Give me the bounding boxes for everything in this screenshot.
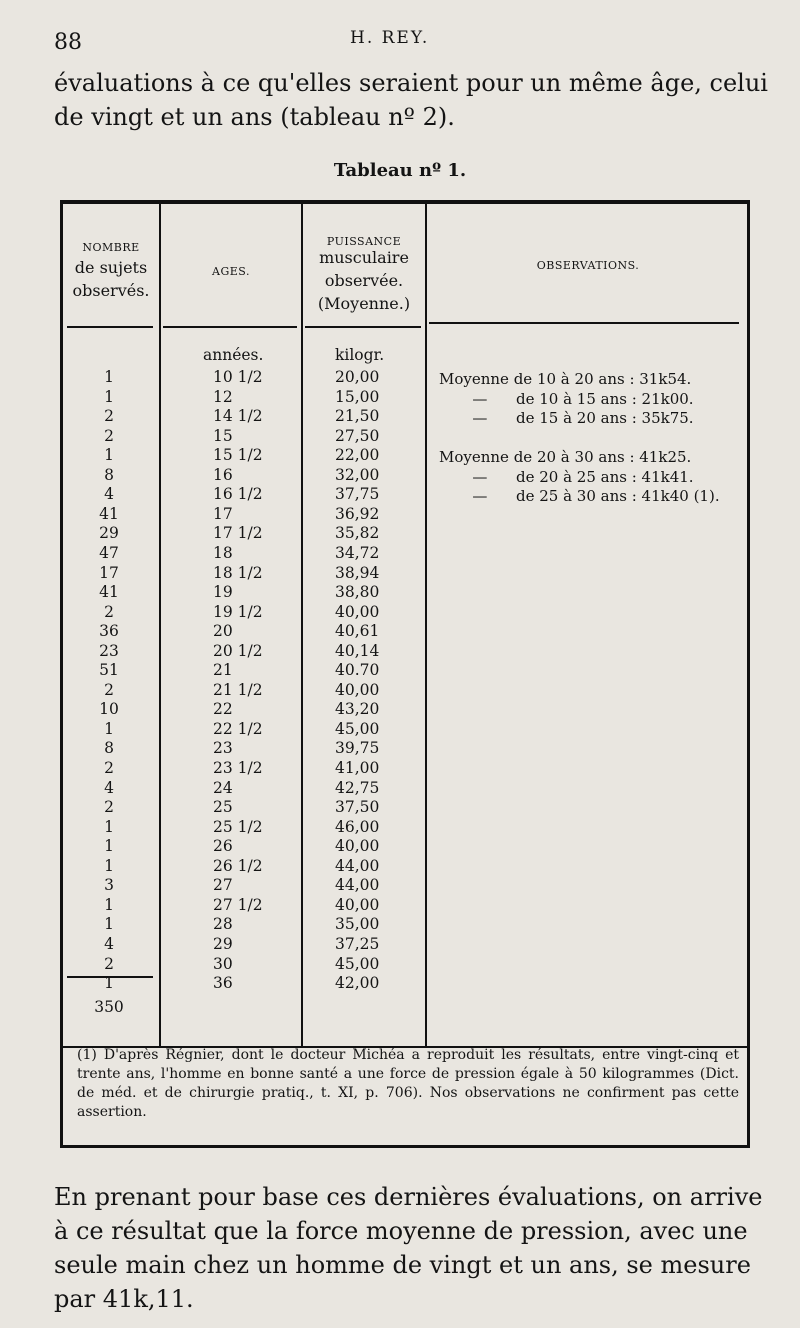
footnote: (1) D'après Régnier, dont le docteur Michéa a reproduit les résultats, entre vingt-cinq et trente ans, l'homme en bonne santé a une force de pression égale à 50 kilogrammes (Dict. de méd. et de chirurgie pratiq., t. XI, p. 706). Nos observations ne confirment pas cette assertion. bbox=[77, 1047, 739, 1120]
row-age: 19 1/2 bbox=[213, 602, 263, 621]
row-age: 26 1/2 bbox=[213, 856, 263, 875]
row-subjects: 2 bbox=[104, 426, 114, 445]
row-age: 21 bbox=[213, 661, 233, 680]
header-rule bbox=[67, 326, 153, 328]
row-age: 18 1/2 bbox=[213, 563, 263, 582]
row-subjects: 1 bbox=[104, 817, 114, 836]
row-force: 22,00 bbox=[335, 446, 380, 465]
row-age: 15 bbox=[213, 426, 233, 445]
row-subjects: 1 bbox=[104, 837, 114, 856]
row-force: 35,82 bbox=[335, 524, 380, 543]
row-subjects: 1 bbox=[104, 856, 114, 875]
row-subjects: 1 bbox=[104, 895, 114, 914]
row-force: 40,00 bbox=[335, 680, 380, 699]
row-force: 45,00 bbox=[335, 954, 380, 973]
row-subjects: 1 bbox=[104, 719, 114, 738]
row-subjects: 2 bbox=[104, 407, 114, 426]
row-subjects: 1 bbox=[104, 387, 114, 406]
total-subjects: 350 bbox=[94, 998, 124, 1016]
row-force: 21,50 bbox=[335, 407, 380, 426]
row-age: 23 bbox=[213, 739, 233, 758]
page-header bbox=[0, 26, 800, 56]
row-subjects: 17 bbox=[99, 563, 119, 582]
observation-line: — de 10 à 15 ans : 21k00. bbox=[439, 389, 694, 408]
row-subjects: 2 bbox=[104, 759, 114, 777]
row-subjects: 2 bbox=[104, 680, 114, 699]
running-head: H. REY. bbox=[350, 28, 430, 48]
column-rule bbox=[425, 204, 427, 1048]
row-age: 15 1/2 bbox=[213, 446, 263, 465]
row-age: 29 bbox=[213, 934, 233, 953]
row-age: 26 bbox=[213, 837, 233, 856]
observation-line: — de 15 à 20 ans : 35k75. bbox=[439, 409, 694, 427]
row-subjects: 2 bbox=[104, 602, 114, 621]
row-force: 34,72 bbox=[335, 543, 380, 562]
force-header-small: PUISSANCE bbox=[326, 235, 402, 248]
row-subjects: 23 bbox=[99, 641, 119, 660]
row-subjects: 8 bbox=[104, 739, 114, 758]
row-subjects: 41 bbox=[99, 583, 119, 602]
row-subjects: 29 bbox=[99, 524, 119, 543]
row-subjects: 41 bbox=[99, 504, 119, 523]
row-force: 37,50 bbox=[335, 798, 380, 817]
observation-line: Moyenne de 20 à 30 ans : 41k25. bbox=[439, 448, 692, 466]
row-subjects: 36 bbox=[99, 622, 119, 641]
row-subjects: 2 bbox=[104, 954, 114, 973]
row-force: 35,00 bbox=[335, 915, 380, 934]
row-age: 27 1/2 bbox=[213, 895, 263, 914]
row-subjects: 3 bbox=[104, 876, 114, 895]
row-force: 43,20 bbox=[335, 700, 380, 719]
row-age: 24 bbox=[213, 778, 233, 797]
row-age: 17 1/2 bbox=[213, 524, 263, 543]
row-age: 12 bbox=[213, 387, 233, 406]
page-number: 88 bbox=[54, 30, 82, 55]
row-force: 37,25 bbox=[335, 934, 380, 953]
row-subjects: 4 bbox=[104, 778, 114, 797]
row-subjects: 51 bbox=[99, 661, 119, 680]
row-force: 27,50 bbox=[335, 426, 380, 445]
row-force: 36,92 bbox=[335, 504, 380, 523]
header-rule bbox=[429, 322, 739, 324]
force-header: musculaire observée. (Moyenne.) bbox=[317, 248, 411, 313]
row-subjects: 10 bbox=[99, 700, 119, 719]
row-age: 25 bbox=[213, 798, 233, 817]
row-force: 15,00 bbox=[335, 387, 380, 406]
row-age: 18 bbox=[213, 543, 233, 562]
row-age: 22 bbox=[213, 700, 233, 719]
row-age: 23 1/2 bbox=[213, 759, 263, 777]
header-rule bbox=[163, 326, 297, 328]
row-force: 39,75 bbox=[335, 739, 380, 758]
row-age: 10 1/2 bbox=[213, 368, 263, 386]
observations-header: OBSERVATIONS. bbox=[536, 259, 640, 272]
subjects-header-small: NOMBRE bbox=[82, 241, 140, 254]
row-age: 28 bbox=[213, 915, 233, 934]
force-unit: kilogr. bbox=[335, 346, 385, 364]
row-force: 40,00 bbox=[335, 837, 380, 856]
row-subjects: 47 bbox=[99, 543, 119, 562]
row-force: 38,94 bbox=[335, 563, 380, 582]
row-force: 37,75 bbox=[335, 485, 380, 504]
subjects-header: de sujets observés. bbox=[72, 258, 150, 300]
row-age: 16 bbox=[213, 465, 233, 484]
ages-header: AGES. bbox=[212, 265, 250, 278]
row-force: 44,00 bbox=[335, 876, 380, 895]
row-age: 27 bbox=[213, 876, 233, 895]
row-subjects: 8 bbox=[104, 465, 114, 484]
observation-line: — de 25 à 30 ans : 41k40 (1). bbox=[439, 487, 720, 505]
row-age: 22 1/2 bbox=[213, 719, 263, 738]
row-age: 36 bbox=[213, 974, 233, 993]
paragraph-bottom: En prenant pour base ces dernières évaluations, on arrive à ce résultat que la force moyenne de pression, avec une seule main chez un homme de vingt et un ans, se mesure par 41k,11. bbox=[54, 1183, 763, 1313]
row-age: 19 bbox=[213, 583, 233, 602]
ages-unit: années. bbox=[203, 346, 264, 364]
row-force: 40,00 bbox=[335, 895, 380, 914]
row-age: 16 1/2 bbox=[213, 485, 263, 504]
data-table bbox=[60, 200, 750, 1148]
row-age: 14 1/2 bbox=[213, 407, 263, 426]
row-force: 44,00 bbox=[335, 856, 380, 875]
row-age: 21 1/2 bbox=[213, 680, 263, 699]
row-subjects: 1 bbox=[104, 446, 114, 465]
column-rule bbox=[159, 204, 161, 1048]
row-subjects: 1 bbox=[104, 915, 114, 934]
row-subjects: 4 bbox=[104, 934, 114, 953]
row-age: 17 bbox=[213, 504, 233, 523]
row-age: 25 1/2 bbox=[213, 817, 263, 836]
row-force: 45,00 bbox=[335, 719, 380, 738]
row-force: 42,00 bbox=[335, 974, 380, 993]
table-title: Tableau nº 1. bbox=[333, 160, 467, 181]
row-subjects: 1 bbox=[104, 974, 114, 993]
header-rule bbox=[305, 326, 421, 328]
row-force: 40.70 bbox=[335, 661, 380, 680]
observation-line: Moyenne de 10 à 20 ans : 31k54. bbox=[439, 370, 692, 388]
paragraph-top: évaluations à ce qu'elles seraient pour un même âge, celui de vingt et un ans (tableau nº 2). bbox=[54, 69, 768, 131]
row-age: 20 1/2 bbox=[213, 641, 263, 660]
row-force: 20,00 bbox=[335, 368, 380, 386]
observation-line: — de 20 à 25 ans : 41k41. bbox=[439, 467, 694, 486]
row-force: 46,00 bbox=[335, 817, 380, 836]
row-age: 30 bbox=[213, 954, 233, 973]
row-force: 40,00 bbox=[335, 602, 380, 621]
row-force: 32,00 bbox=[335, 465, 380, 484]
row-subjects: 1 bbox=[104, 368, 114, 386]
row-force: 41,00 bbox=[335, 759, 380, 777]
row-force: 40,14 bbox=[335, 641, 380, 660]
row-subjects: 4 bbox=[104, 485, 114, 504]
row-force: 40,61 bbox=[335, 622, 380, 641]
row-force: 38,80 bbox=[335, 583, 380, 602]
row-subjects: 2 bbox=[104, 798, 114, 817]
row-force: 42,75 bbox=[335, 778, 380, 797]
row-age: 20 bbox=[213, 622, 233, 641]
